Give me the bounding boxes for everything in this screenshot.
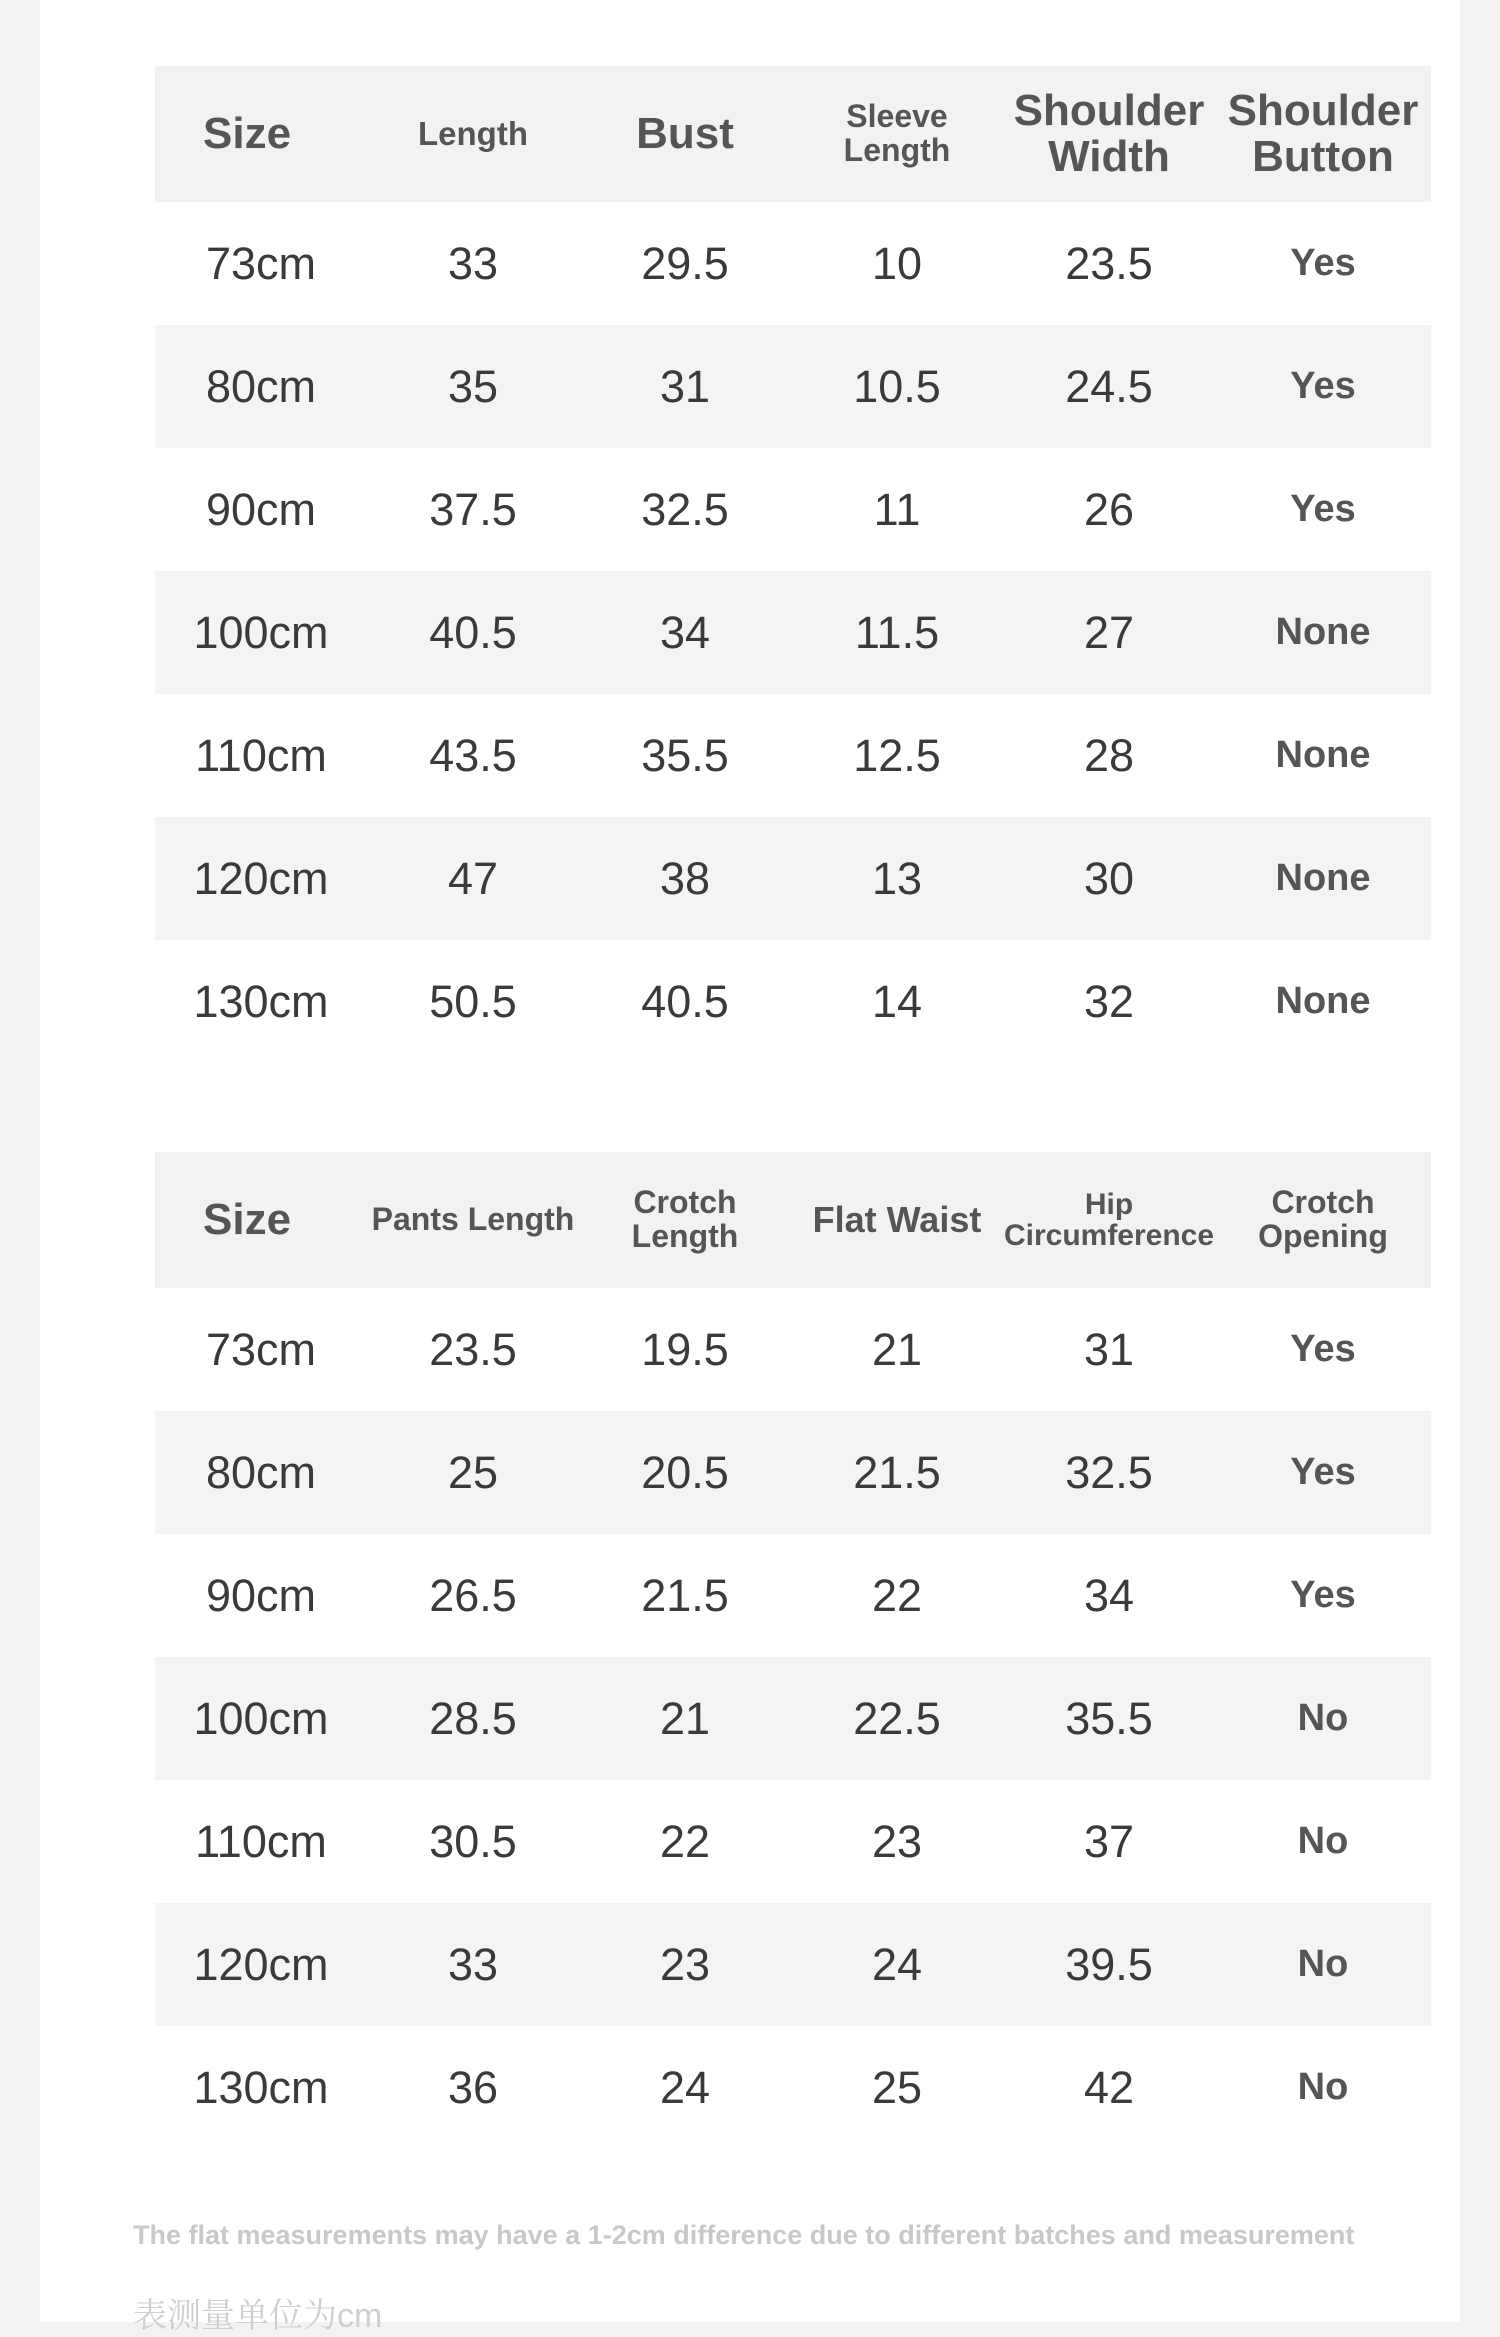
bust-cell: 40.5 bbox=[641, 975, 729, 1027]
pants-length-cell: 33 bbox=[447, 1938, 499, 1990]
header-size: Size bbox=[203, 1194, 292, 1244]
crotch-opening-cell: No bbox=[1297, 1697, 1349, 1739]
table-row bbox=[155, 325, 1431, 448]
shoulder-width-cell: 27 bbox=[1083, 606, 1135, 658]
flat-waist-cell: 22 bbox=[871, 1569, 923, 1621]
flat-waist-cell: 21.5 bbox=[853, 1446, 941, 1498]
table-row bbox=[155, 2026, 1431, 2149]
length-cell: 37.5 bbox=[429, 483, 517, 535]
size-cell: 80cm bbox=[205, 1446, 317, 1498]
shoulder-button-cell: None bbox=[1275, 611, 1371, 653]
size-cell: 100cm bbox=[193, 606, 329, 658]
shoulder-width-cell: 28 bbox=[1083, 729, 1135, 781]
shoulder-width-cell: 26 bbox=[1083, 483, 1135, 535]
crotch-opening-cell: Yes bbox=[1290, 1451, 1356, 1493]
size-cell: 73cm bbox=[205, 237, 317, 289]
header-crotch-length: Crotch Length bbox=[631, 1184, 739, 1254]
crotch-length-cell: 21.5 bbox=[641, 1569, 729, 1621]
crotch-opening-cell: No bbox=[1297, 1943, 1349, 1985]
crotch-opening-cell: No bbox=[1297, 2066, 1349, 2108]
size-cell: 130cm bbox=[193, 975, 329, 1027]
top-size-table bbox=[155, 66, 1431, 1063]
crotch-length-cell: 23 bbox=[659, 1938, 711, 1990]
shoulder-width-cell: 32 bbox=[1083, 975, 1135, 1027]
pants-length-cell: 36 bbox=[447, 2061, 499, 2113]
pants-length-cell: 26.5 bbox=[429, 1569, 517, 1621]
shoulder-width-cell: 24.5 bbox=[1065, 360, 1153, 412]
table-row bbox=[155, 694, 1431, 817]
header-size: Size bbox=[203, 108, 292, 158]
pants-length-cell: 25 bbox=[447, 1446, 499, 1498]
table-row bbox=[155, 571, 1431, 694]
unit-note: 表测量单位为cm bbox=[133, 2297, 383, 2335]
shoulder-button-cell: None bbox=[1275, 857, 1371, 899]
crotch-opening-cell: Yes bbox=[1290, 1328, 1356, 1370]
bust-cell: 34 bbox=[659, 606, 711, 658]
sleeve-length-cell: 11.5 bbox=[854, 606, 940, 658]
sleeve-length-cell: 10 bbox=[871, 237, 923, 289]
header-pants-length: Pants Length bbox=[371, 1201, 575, 1238]
size-cell: 90cm bbox=[205, 483, 317, 535]
crotch-length-cell: 19.5 bbox=[641, 1323, 729, 1375]
shoulder-button-cell: Yes bbox=[1290, 488, 1356, 530]
length-cell: 35 bbox=[447, 360, 499, 412]
crotch-opening-cell: No bbox=[1297, 1820, 1349, 1862]
length-cell: 47 bbox=[447, 852, 499, 904]
crotch-length-cell: 22 bbox=[659, 1815, 711, 1867]
hip-circumference-cell: 34 bbox=[1083, 1569, 1135, 1621]
hip-circumference-cell: 39.5 bbox=[1065, 1938, 1153, 1990]
header-flat-waist: Flat Waist bbox=[812, 1199, 982, 1241]
size-cell: 110cm bbox=[195, 729, 327, 781]
table-row bbox=[155, 1288, 1431, 1411]
bust-cell: 31 bbox=[659, 360, 711, 412]
table-header bbox=[155, 1152, 1431, 1288]
size-cell: 73cm bbox=[205, 1323, 317, 1375]
bust-cell: 32.5 bbox=[641, 483, 729, 535]
flat-waist-cell: 25 bbox=[871, 2061, 923, 2113]
shoulder-button-cell: Yes bbox=[1290, 242, 1356, 284]
table-row bbox=[155, 1903, 1431, 2026]
table-row bbox=[155, 448, 1431, 571]
crotch-length-cell: 20.5 bbox=[641, 1446, 729, 1498]
sleeve-length-cell: 12.5 bbox=[853, 729, 941, 781]
size-cell: 120cm bbox=[193, 852, 329, 904]
shoulder-button-cell: None bbox=[1275, 980, 1371, 1022]
sleeve-length-cell: 10.5 bbox=[853, 360, 941, 412]
pants-length-cell: 28.5 bbox=[429, 1692, 517, 1744]
shoulder-width-cell: 23.5 bbox=[1065, 237, 1153, 289]
hip-circumference-cell: 32.5 bbox=[1065, 1446, 1153, 1498]
hip-circumference-cell: 31 bbox=[1083, 1323, 1135, 1375]
length-cell: 33 bbox=[447, 237, 499, 289]
header-length: Length bbox=[418, 114, 528, 152]
table-row bbox=[155, 1657, 1431, 1780]
header-bust: Bust bbox=[636, 108, 734, 158]
size-cell: 120cm bbox=[193, 1938, 329, 1990]
bottom-size-table bbox=[155, 1152, 1431, 2149]
crotch-opening-cell: Yes bbox=[1290, 1574, 1356, 1616]
hip-circumference-cell: 37 bbox=[1083, 1815, 1135, 1867]
size-cell: 130cm bbox=[193, 2061, 329, 2113]
length-cell: 43.5 bbox=[429, 729, 517, 781]
sleeve-length-cell: 11 bbox=[873, 483, 921, 535]
pants-length-cell: 23.5 bbox=[429, 1323, 517, 1375]
size-cell: 100cm bbox=[193, 1692, 329, 1744]
table-row bbox=[155, 1411, 1431, 1534]
size-cell: 110cm bbox=[195, 1815, 327, 1867]
table-row bbox=[155, 940, 1431, 1063]
sleeve-length-cell: 14 bbox=[871, 975, 923, 1027]
crotch-length-cell: 24 bbox=[659, 2061, 711, 2113]
flat-waist-cell: 24 bbox=[871, 1938, 923, 1990]
length-cell: 40.5 bbox=[429, 606, 517, 658]
size-chart-sheet bbox=[40, 0, 1460, 2322]
flat-waist-cell: 22.5 bbox=[853, 1692, 941, 1744]
header-sleeve-length: Sleeve Length bbox=[843, 98, 951, 168]
table-row bbox=[155, 817, 1431, 940]
size-cell: 90cm bbox=[205, 1569, 317, 1621]
shoulder-button-cell: Yes bbox=[1290, 365, 1356, 407]
flat-waist-cell: 21 bbox=[871, 1323, 923, 1375]
size-cell: 80cm bbox=[205, 360, 317, 412]
shoulder-width-cell: 30 bbox=[1083, 852, 1135, 904]
header-hip-circumference: Hip Circumference bbox=[1003, 1187, 1215, 1252]
header-crotch-opening: Crotch Opening bbox=[1258, 1184, 1388, 1254]
table-row bbox=[155, 1534, 1431, 1657]
bust-cell: 35.5 bbox=[641, 729, 729, 781]
length-cell: 50.5 bbox=[429, 975, 517, 1027]
bust-cell: 38 bbox=[659, 852, 711, 904]
table-row bbox=[155, 202, 1431, 325]
sleeve-length-cell: 13 bbox=[871, 852, 923, 904]
header-shoulder-width: Shoulder Width bbox=[1013, 85, 1205, 181]
hip-circumference-cell: 35.5 bbox=[1065, 1692, 1153, 1744]
table-row bbox=[155, 1780, 1431, 1903]
measurement-note: The flat measurements may have a 1-2cm difference due to different batches and measurement bbox=[133, 2220, 1355, 2250]
flat-waist-cell: 23 bbox=[871, 1815, 923, 1867]
pants-length-cell: 30.5 bbox=[429, 1815, 517, 1867]
hip-circumference-cell: 42 bbox=[1083, 2061, 1135, 2113]
crotch-length-cell: 21 bbox=[659, 1692, 711, 1744]
header-shoulder-button: Shoulder Button bbox=[1227, 85, 1419, 181]
table-header bbox=[155, 66, 1431, 202]
bust-cell: 29.5 bbox=[641, 237, 729, 289]
shoulder-button-cell: None bbox=[1275, 734, 1371, 776]
